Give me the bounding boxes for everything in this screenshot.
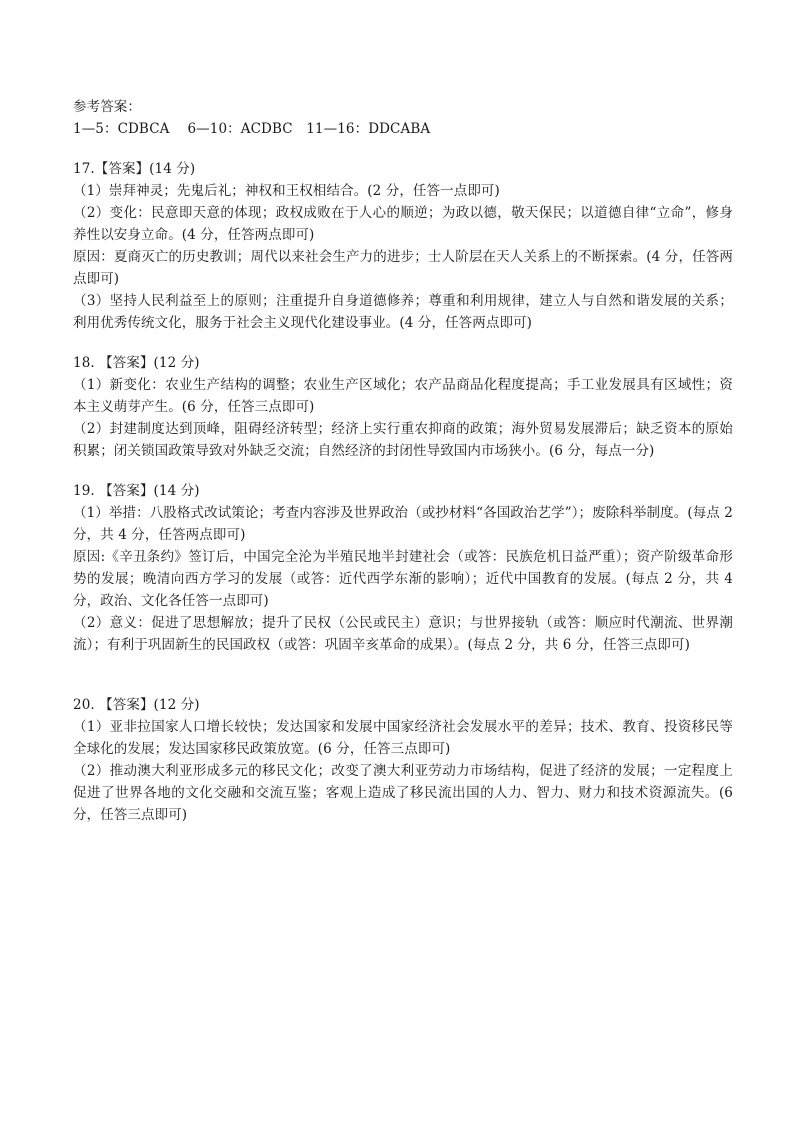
question-17-part-2: （2）变化：民意即天意的体现；政权成败在于人心的顺逆；为政以德，敬天保民；以道德自律“立命”，修身养性以安身立命。(4 分，任答两点即可) (73, 205, 733, 243)
question-18-part-1: （1）新变化：农业生产结构的调整；农业生产区域化；农产品商品化程度提高；手工业发展具有区域性；资本主义萌芽产生。(6 分，任答三点即可) (73, 377, 733, 415)
spacer (73, 656, 733, 694)
spacer (73, 462, 733, 480)
answer-title: 参考答案： (73, 99, 141, 115)
question-19-part-1: （1）举措：八股格式改试策论；考查内容涉及世界政治（或抄材料“各国政治艺学”）；废除科举制度。(每点 2 分，共 4 分，任答两点即可) (73, 505, 733, 543)
question-19-reasons: 原因:《辛丑条约》签订后，中国完全沦为半殖民地半封建社会（或答：民族危机日益严重）；资产阶级革命形势的发展；晚清向西方学习的发展（或答：近代西学东渐的影响）；近代中国教育的发展。(每点 2 分，共 4 分，政治、文化各任答一点即可) (73, 549, 733, 609)
question-18 (73, 352, 733, 462)
question-17-reasons: 原因：夏商灭亡的历史教训；周代以来社会生产力的进步；士人阶层在天人关系上的不断探索。(4 分，任答两点即可) (73, 249, 733, 287)
question-20 (73, 694, 733, 826)
question-20-part-2: （2）推动澳大利亚形成多元的移民文化；改变了澳大利亚劳动力市场结构，促进了经济的发展；一定程度上促进了世界各地的文化交融和交流互鉴；客观上造成了移民流出国的人力、智力、财力和技术资源流失。(6 分，任答三点即可) (73, 763, 733, 823)
answer-document (73, 96, 733, 826)
question-18-part-2: （2）封建制度达到顶峰，阻碍经济转型；经济上实行重农抑商的政策；海外贸易发展滞后；缺乏资本的原始积累；闭关锁国政策导致对外缺乏交流；自然经济的封闭性导致国内市场狭小。(6 分，每点一分) (73, 421, 733, 459)
question-20-part-1: （1）亚非拉国家人口增长较快；发达国家和发展中国家经济社会发展水平的差异；技术、教育、投资移民等全球化的发展；发达国家移民政策放宽。(6 分，任答三点即可) (73, 719, 733, 757)
question-19 (73, 480, 733, 656)
question-18-heading: 18. 【答案】(12 分) (73, 355, 200, 371)
question-17-part-3: （3）坚持人民利益至上的原则；注重提升自身道德修养；尊重和利用规律，建立人与自然和谐发展的关系；利用优秀传统文化，服务于社会主义现代化建设事业。(4 分，任答两点即可) (73, 293, 733, 331)
question-17 (73, 158, 733, 334)
spacer (73, 140, 733, 158)
question-20-heading: 20. 【答案】(12 分) (73, 697, 200, 713)
multiple-choice-answers: 1—5：CDBCA 6—10：ACDBC 11—16：DDCABA (73, 121, 431, 137)
answer-header (73, 96, 733, 140)
question-19-part-2: （2）意义：促进了思想解放；提升了民权（公民或民主）意识；与世界接轨（或答：顺应时代潮流、世界潮流）；有利于巩固新生的民国政权（或答：巩固辛亥革命的成果）。(每点 2 分，共 6 分，任答三点即可) (73, 615, 733, 653)
question-19-heading: 19. 【答案】(14 分) (73, 483, 200, 499)
question-17-heading: 17.【答案】(14 分) (73, 161, 196, 177)
question-17-part-1: （1）崇拜神灵；先鬼后礼；神权和王权相结合。(2 分，任答一点即可) (73, 183, 500, 199)
spacer (73, 334, 733, 352)
